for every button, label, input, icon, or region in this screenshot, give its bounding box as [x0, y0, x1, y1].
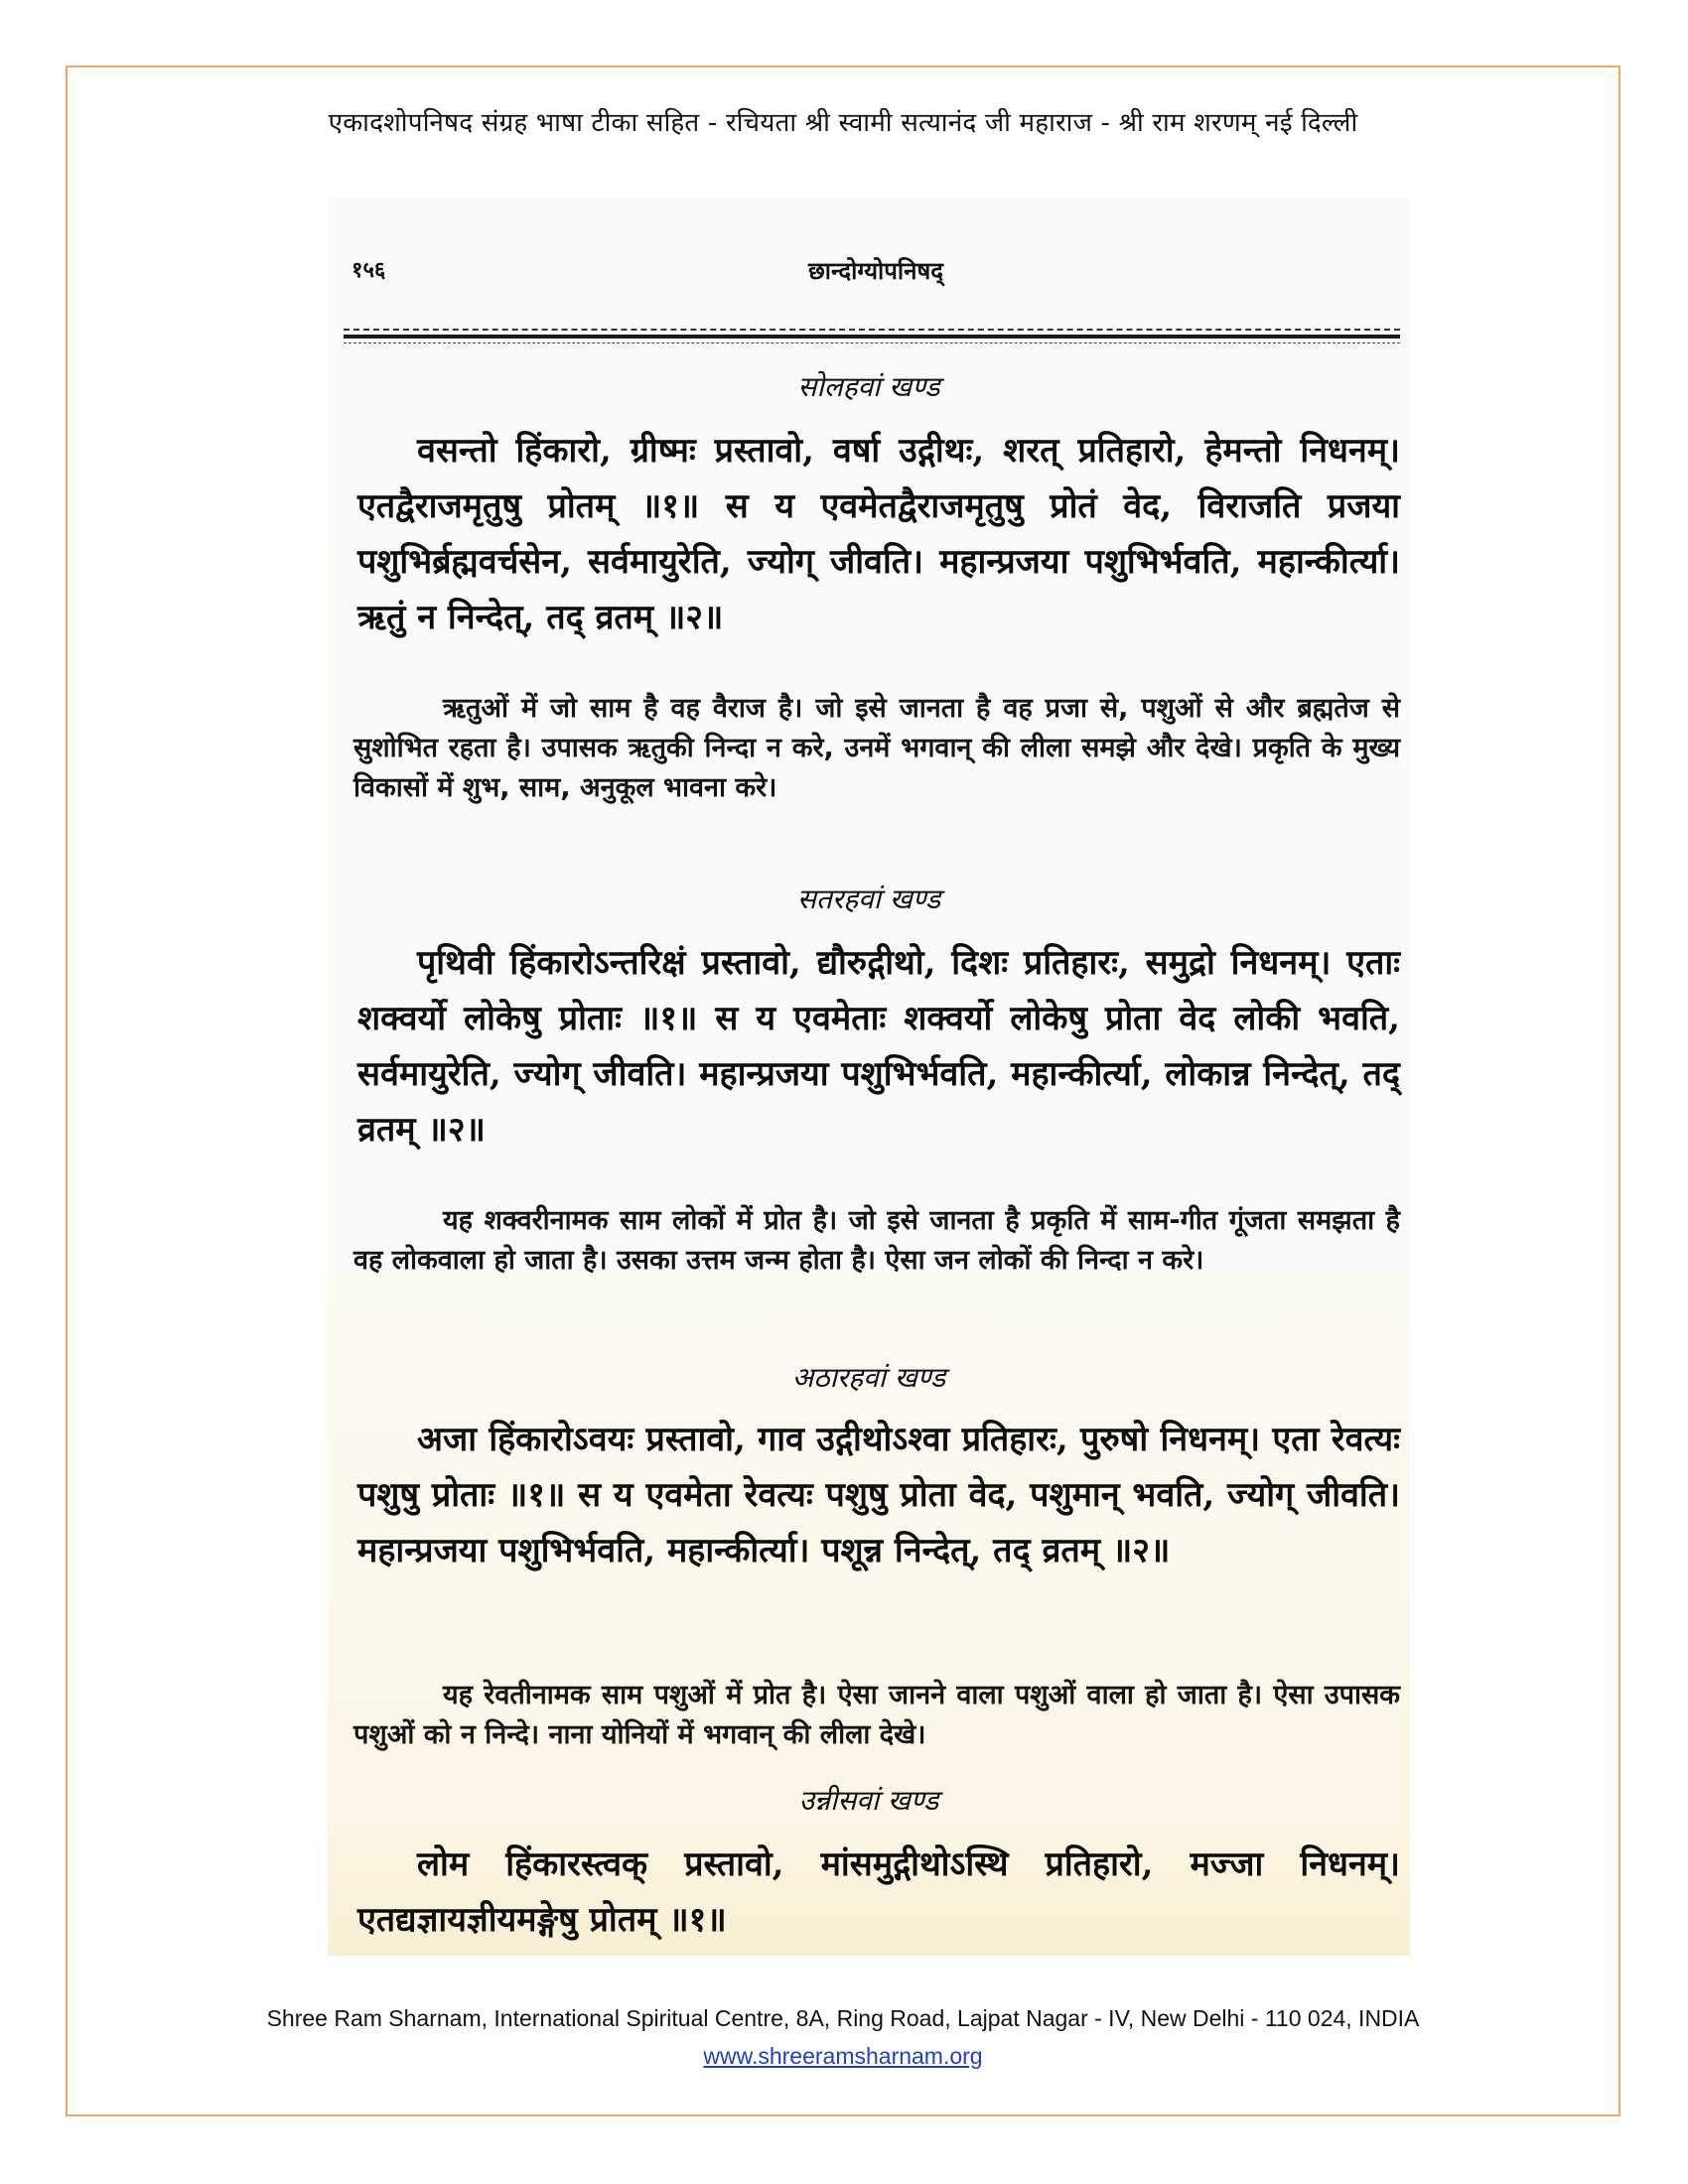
- section-heading: अठारहवां खण्ड: [791, 1361, 946, 1394]
- website-link[interactable]: www.shreeramsharnam.org: [703, 2043, 983, 2069]
- page-number: १५६: [352, 257, 386, 283]
- verse-block: पृथिवी हिंकारोऽन्तरिक्षं प्रस्तावो, द्यौरुद्गीथो, दिशः प्रतिहारः, समुद्रो निधनम्। एताः शक्वर्यो लोकेषु प्रोताः ॥१॥ स य एवमेताः शक्वर्यो लोकेषु प्रोता वेद लोकी भवति, सर्वमायुरेति, ज्योग् जीवति। महान्प्रजया पशुभिर्भवति, महान्कीर्त्या, लोकान्न निन्देत्, तद् व्रतम् ॥२॥: [357, 943, 1400, 1150]
- verse-block: अजा हिंकारोऽवयः प्रस्तावो, गाव उद्गीथोऽश्वा प्रतिहारः, पुरुषो निधनम्। एता रेवत्यः पशुषु प्रोताः ॥१॥ स य एवमेता रेवत्यः पशुषु प्रोता वेद, पशुमान् भवति, ज्योग् जीवति। महान्प्रजया पशुभिर्भवति, महान्कीर्त्या। पशून्न निन्देत्, तद् व्रतम् ॥२॥: [357, 1420, 1400, 1570]
- verse-block: वसन्तो हिंकारो, ग्रीष्मः प्रस्तावो, वर्षा उद्गीथः, शरत् प्रतिहारो, हेमन्तो निधनम्। एतद्वैराजमृतुषु प्रोतम् ॥१॥ स य एवमेतद्वैराजमृतुषु प्रोतं वेद, विराजति प्रजया पशुभिर्ब्रह्मवर्चसेन, सर्वमायुरेति, ज्योग् जीवति। महान्प्रजया पशुभिर्भवति, महान्कीर्त्या। ऋतुं न निन्देत्, तद् व्रतम् ॥२॥: [357, 431, 1400, 637]
- commentary-block: ऋतुओं में जो साम है वह वैराज है। जो इसे जानता है वह प्रजा से, पशुओं से और ब्रह्मतेज से सुशोभित रहता है। उपासक ऋतुकी निन्दा न करे, उनमें भगवान् की लीला समझे और देखे। प्रकृति के मुख्य विकासों में शुभ, साम, अनुकूल भावना करे।: [353, 693, 1400, 803]
- footer-address: Shree Ram Sharnam, International Spiritual Centre, 8A, Ring Road, Lajpat Nagar - IV, New Delhi - 110 024, INDIA: [266, 2005, 1420, 2031]
- header-rule-thin: [344, 342, 1400, 343]
- section-heading: उन्नीसवां खण्ड: [798, 1784, 939, 1817]
- footer-link-wrap: [66, 2043, 1620, 2070]
- page-head: [352, 254, 1400, 294]
- header-rule-dashed: [344, 329, 1400, 331]
- section-heading: सोलहवां खण्ड: [797, 370, 940, 403]
- commentary-block: यह शक्वरीनामक साम लोकों में प्रोत है। जो इसे जानता है प्रकृति में साम-गीत गूंजता समझता है वह लोकवाला हो जाता है। उसका उत्तम जन्म होता है। ऐसा जन लोकों की निन्दा न करे।: [353, 1205, 1400, 1276]
- running-title: छान्दोग्योपनिषद्: [807, 256, 944, 285]
- section-heading: सतरहवां खण्ड: [796, 883, 941, 915]
- verse-block: लोम हिंकारस्त्वक् प्रस्तावो, मांसमुद्गीथोऽस्थि प्रतिहारो, मज्जा निधनम्। एतद्यज्ञायज्ञीयमङ्गेषु प्रोतम् ॥१॥: [357, 1844, 1400, 1940]
- header-rule: [344, 335, 1400, 339]
- scanned-page: [328, 199, 1410, 1956]
- book-header: एकादशोपनिषद संग्रह भाषा टीका सहित - रचियता श्री स्वामी सत्यानंद जी महाराज - श्री राम शरणम् नई दिल्ली: [328, 108, 1358, 138]
- commentary-block: यह रेवतीनामक साम पशुओं में प्रोत है। ऐसा जानने वाला पशुओं वाला हो जाता है। ऐसा उपासक पशुओं को न निन्दे। नाना योनियों में भगवान् की लीला देखे।: [353, 1680, 1400, 1750]
